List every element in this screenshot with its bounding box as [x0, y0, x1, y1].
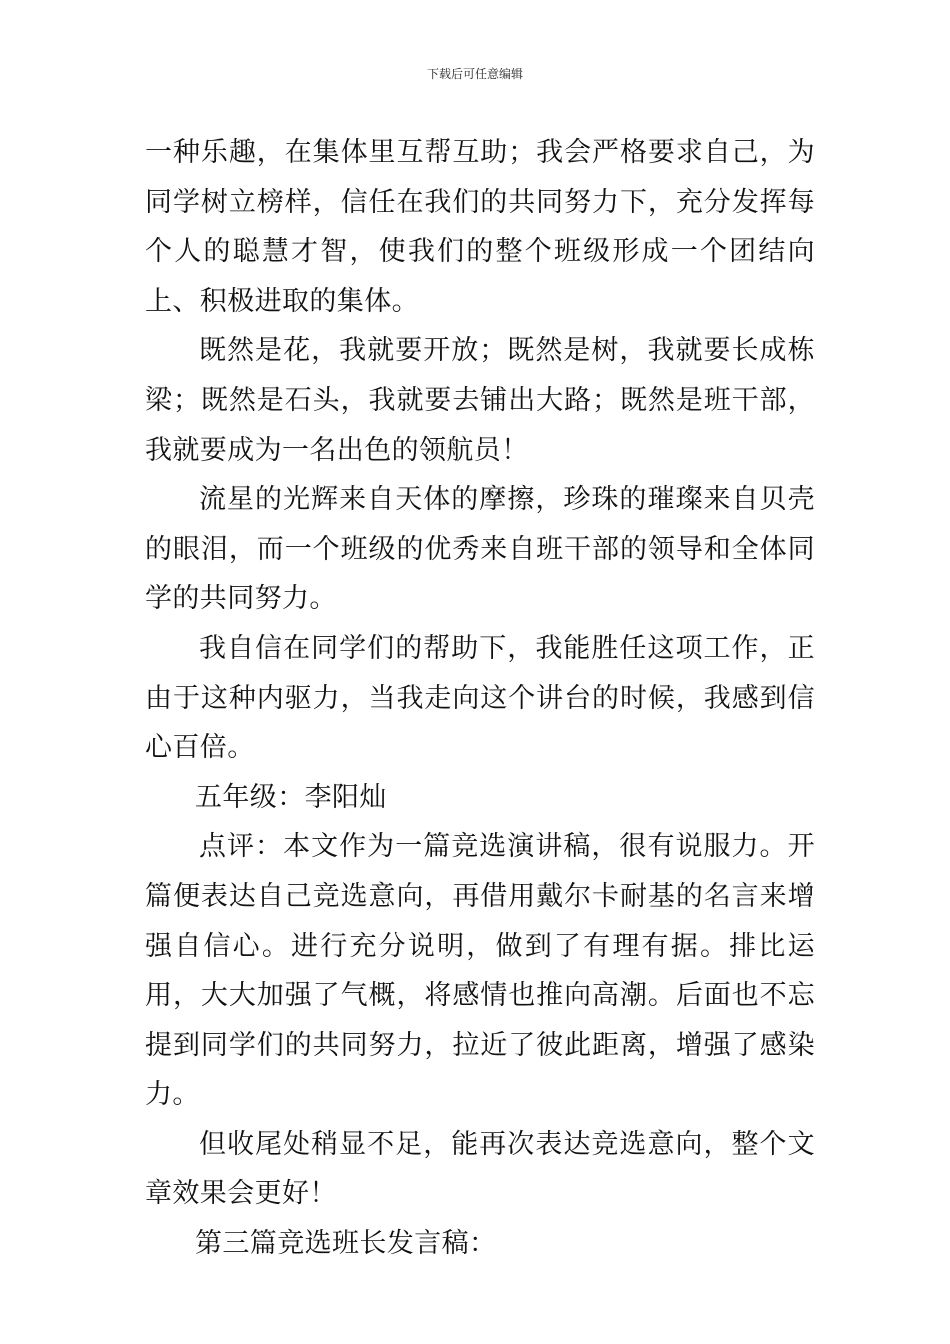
page-header: 下载后可任意编辑 [426, 67, 523, 81]
section-heading-third: 第三篇竞选班长发言稿： [195, 1228, 497, 1260]
paragraph-meteor: 流星的光辉来自天体的摩擦，珍珠的璀璨来自贝壳的眼泪，而一个班级的优秀来自班干部的领导和全体同学的共同努力。 [145, 484, 815, 615]
paragraph-continuation: 一种乐趣，在集体里互帮互助；我会严格要求自己，为同学树立榜样，信任在我们的共同努力下，充分发挥每个人的聪慧才智，使我们的整个班级形成一个团结向上、积极进取的集体。 [145, 137, 815, 317]
document-body [145, 128, 815, 1269]
paragraph-confidence: 我自信在同学们的帮助下，我能胜任这项工作，正由于这种内驱力，当我走向这个讲台的时候，我感到信心百倍。 [145, 632, 815, 764]
paragraph-review-shortcoming: 但收尾处稍显不足，能再次表达竞选意向，整个文章效果会更好！ [145, 1128, 815, 1210]
author-signature: 五年级：李阳灿 [195, 781, 387, 813]
paragraph-flower-tree: 既然是花，我就要开放；既然是树，我就要长成栋梁；既然是石头，我就要去铺出大路；既然是班干部，我就要成为一名出色的领航员！ [145, 335, 815, 466]
paragraph-review: 点评：本文作为一篇竞选演讲稿，很有说服力。开篇便表达自己竞选意向，再借用戴尔卡耐基的名言来增强自信心。进行充分说明，做到了有理有据。排比运用，大大加强了气概，将感情也推向高潮。后面也不忘提到同学们的共同努力，拉近了彼此距离，增强了感染力。 [145, 831, 815, 1111]
